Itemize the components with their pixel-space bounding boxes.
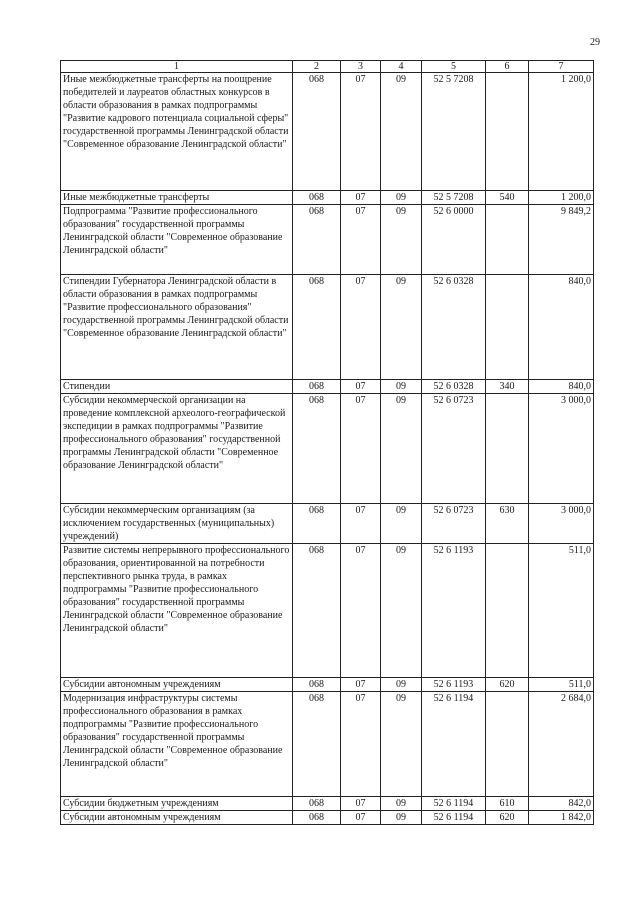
row-amount: 3 000,0: [529, 504, 594, 544]
row-target-code: 52 6 1193: [422, 678, 486, 692]
header-cell: 1: [61, 61, 293, 73]
row-subsection-code: 09: [381, 275, 422, 380]
row-subsection-code: 09: [381, 811, 422, 825]
row-description: Иные межбюджетные трансферты: [61, 191, 293, 205]
row-amount: 9 849,2: [529, 205, 594, 275]
table-row: [61, 380, 594, 394]
row-subsection-code: 09: [381, 73, 422, 191]
table-row: [61, 191, 594, 205]
row-description: Иные межбюджетные трансферты на поощрение победителей и лауреатов областных конкурсов в области образования в рамках подпрограммы "Развитие кадрового потенциала социальной сферы" государственной программы Ленинградской области "Современное образование Ленинградской области": [61, 73, 293, 191]
row-grbs-code: 068: [293, 692, 341, 797]
row-grbs-code: 068: [293, 797, 341, 811]
table-row: [61, 73, 594, 191]
row-amount: 842,0: [529, 797, 594, 811]
row-section-code: 07: [341, 275, 381, 380]
row-subsection-code: 09: [381, 394, 422, 504]
row-grbs-code: 068: [293, 191, 341, 205]
header-cell: 2: [293, 61, 341, 73]
row-section-code: 07: [341, 678, 381, 692]
row-amount: 840,0: [529, 380, 594, 394]
row-expense-type: 610: [486, 797, 529, 811]
row-target-code: 52 6 1194: [422, 811, 486, 825]
header-cell: 5: [422, 61, 486, 73]
row-expense-type: [486, 275, 529, 380]
row-expense-type: 540: [486, 191, 529, 205]
row-amount: 511,0: [529, 678, 594, 692]
table-row: [61, 205, 594, 275]
row-amount: 3 000,0: [529, 394, 594, 504]
row-grbs-code: 068: [293, 380, 341, 394]
table-row: [61, 692, 594, 797]
row-section-code: 07: [341, 811, 381, 825]
row-amount: 1 200,0: [529, 73, 594, 191]
row-section-code: 07: [341, 191, 381, 205]
row-grbs-code: 068: [293, 811, 341, 825]
table-row: [61, 811, 594, 825]
row-target-code: 52 6 1193: [422, 544, 486, 678]
row-target-code: 52 6 0328: [422, 275, 486, 380]
row-grbs-code: 068: [293, 275, 341, 380]
row-amount: 1 842,0: [529, 811, 594, 825]
page-number: 29: [590, 37, 600, 48]
row-subsection-code: 09: [381, 191, 422, 205]
row-target-code: 52 6 0328: [422, 380, 486, 394]
row-subsection-code: 09: [381, 692, 422, 797]
row-subsection-code: 09: [381, 797, 422, 811]
row-section-code: 07: [341, 544, 381, 678]
row-expense-type: [486, 544, 529, 678]
row-subsection-code: 09: [381, 205, 422, 275]
header-cell: 4: [381, 61, 422, 73]
row-target-code: 52 6 0723: [422, 504, 486, 544]
row-expense-type: 630: [486, 504, 529, 544]
row-target-code: 52 6 1194: [422, 797, 486, 811]
row-grbs-code: 068: [293, 544, 341, 678]
row-grbs-code: 068: [293, 504, 341, 544]
row-grbs-code: 068: [293, 678, 341, 692]
row-description: Модернизация инфраструктуры системы профессионального образования в рамках подпрограммы "Развитие профессионального образования" государственной программы Ленинградской области "Современное образование Ленинградской области": [61, 692, 293, 797]
row-subsection-code: 09: [381, 504, 422, 544]
row-description: Субсидии автономным учреждениям: [61, 811, 293, 825]
table-row: [61, 544, 594, 678]
row-expense-type: 620: [486, 811, 529, 825]
row-section-code: 07: [341, 205, 381, 275]
row-description: Субсидии некоммерческим организациям (за исключением государственных (муниципальных) учреждений): [61, 504, 293, 544]
row-subsection-code: 09: [381, 678, 422, 692]
row-grbs-code: 068: [293, 394, 341, 504]
row-expense-type: [486, 205, 529, 275]
row-description: Подпрограмма "Развитие профессионального образования" государственной программы Ленинградской области "Современное образование Ленинградской области": [61, 205, 293, 275]
row-grbs-code: 068: [293, 205, 341, 275]
row-expense-type: 340: [486, 380, 529, 394]
row-target-code: 52 6 1194: [422, 692, 486, 797]
row-description: Субсидии бюджетным учреждениям: [61, 797, 293, 811]
row-description: Стипендии Губернатора Ленинградской области в области образования в рамках подпрограммы "Развитие профессионального образования" государственной программы Ленинградской области "Современное образование Ленинградской области": [61, 275, 293, 380]
row-description: Субсидии автономным учреждениям: [61, 678, 293, 692]
row-section-code: 07: [341, 394, 381, 504]
row-grbs-code: 068: [293, 73, 341, 191]
row-target-code: 52 5 7208: [422, 73, 486, 191]
row-expense-type: [486, 692, 529, 797]
row-amount: 1 200,0: [529, 191, 594, 205]
row-subsection-code: 09: [381, 380, 422, 394]
row-target-code: 52 6 0000: [422, 205, 486, 275]
row-amount: 840,0: [529, 275, 594, 380]
row-expense-type: [486, 73, 529, 191]
row-section-code: 07: [341, 73, 381, 191]
row-target-code: 52 6 0723: [422, 394, 486, 504]
row-description: Субсидии некоммерческой организации на проведение комплексной археолого-географической экспедиции в рамках подпрограммы "Развитие профессионального образования" государственной программы Ленинградской области "Современное образование Ленинградской области": [61, 394, 293, 504]
row-description: Развитие системы непрерывного профессионального образования, ориентированной на потребности перспективного рынка труда, в рамках подпрограммы "Развитие профессионального образования" государственной программы Ленинградской области "Современное образование Ленинградской области": [61, 544, 293, 678]
header-cell: 3: [341, 61, 381, 73]
row-expense-type: [486, 394, 529, 504]
row-section-code: 07: [341, 504, 381, 544]
row-subsection-code: 09: [381, 544, 422, 678]
table-row: [61, 678, 594, 692]
row-description: Стипендии: [61, 380, 293, 394]
row-section-code: 07: [341, 692, 381, 797]
table-row: [61, 504, 594, 544]
table-row: [61, 394, 594, 504]
budget-table: [60, 60, 594, 825]
row-target-code: 52 5 7208: [422, 191, 486, 205]
row-amount: 2 684,0: [529, 692, 594, 797]
row-expense-type: 620: [486, 678, 529, 692]
header-cell: 7: [529, 61, 594, 73]
header-row: [61, 61, 594, 73]
row-section-code: 07: [341, 797, 381, 811]
header-cell: 6: [486, 61, 529, 73]
table-row: [61, 797, 594, 811]
row-amount: 511,0: [529, 544, 594, 678]
row-section-code: 07: [341, 380, 381, 394]
table-row: [61, 275, 594, 380]
